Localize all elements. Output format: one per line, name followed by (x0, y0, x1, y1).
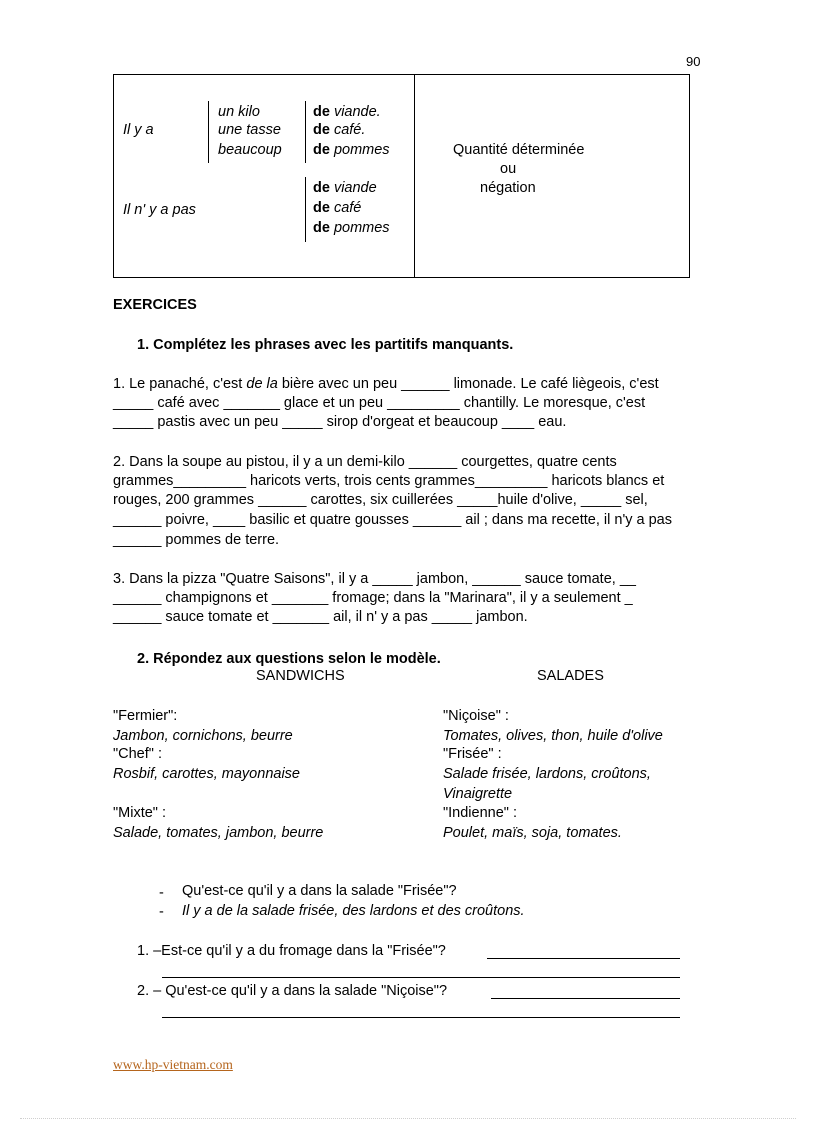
sandwich-desc: Jambon, cornichons, beurre (113, 728, 293, 744)
exercise1-line: ______ poivre, ____ basilic et quatre gousses ______ ail ; dans ma recette, il n'y a pas (113, 512, 672, 528)
explanation-line: négation (480, 180, 536, 196)
exercise1-line: 2. Dans la soupe au pistou, il y a un demi-kilo ______ courgettes, quatre cents (113, 454, 617, 470)
sandwich-name: "Chef" : (113, 746, 162, 762)
de-noun-row: de viande. (313, 104, 381, 120)
model-answer: Il y a de la salade frisée, des lardons et des croûtons. (182, 903, 525, 919)
quantity-item: un kilo (218, 104, 260, 120)
sandwich-desc: Rosbif, carottes, mayonnaise (113, 766, 300, 782)
grammar-table (113, 74, 690, 278)
model-question: Qu'est-ce qu'il y a dans la salade "Frisée"? (182, 883, 457, 899)
de-noun-row: de viande (313, 180, 377, 196)
il-y-a-label: Il y a (123, 122, 154, 138)
de-noun-row: de café. (313, 122, 366, 138)
salade-desc: Poulet, maïs, soja, tomates. (443, 825, 622, 841)
il-n-y-a-pas-label: Il n' y a pas (123, 202, 196, 218)
sandwich-name: "Mixte" : (113, 805, 166, 821)
column-heading-salades: SALADES (537, 668, 604, 684)
bracket-de-negative (305, 177, 306, 242)
answer-line (162, 1017, 680, 1018)
answer-line (491, 998, 680, 999)
salade-desc: Tomates, olives, thon, huile d'olive (443, 728, 663, 744)
salade-desc: Salade frisée, lardons, croûtons, (443, 766, 651, 782)
de-noun-row: de pommes (313, 220, 390, 236)
explanation-line: ou (500, 161, 517, 177)
answer-line (162, 977, 680, 978)
exercise2-title: 2. Répondez aux questions selon le modèle. (137, 651, 441, 667)
exercise1-line: _____ pastis avec un peu _____ sirop d'orgeat et beaucoup ____ eau. (113, 414, 567, 430)
salade-name: "Indienne" : (443, 805, 517, 821)
page-bottom-divider (20, 1118, 796, 1119)
exercise1-line: grammes_________ haricots verts, trois cents grammes_________ haricots blancs et (113, 473, 665, 489)
exercise1-line: 1. Le panaché, c'est de la bière avec un peu ______ limonade. Le café liègeois, c'est (113, 376, 659, 392)
sandwich-desc: Salade, tomates, jambon, beurre (113, 825, 324, 841)
page-number: 90 (686, 54, 701, 69)
sandwich-name: "Fermier": (113, 708, 178, 724)
exercise1-line: ______ sauce tomate et _______ ail, il n' y a pas _____ jambon. (113, 609, 528, 625)
exercise1-line: _____ café avec _______ glace et un peu _________ chantilly. Le moresque, c'est (113, 395, 646, 411)
explanation-line: Quantité déterminée (453, 142, 585, 158)
bullet-dash: - (159, 904, 164, 920)
bullet-dash: - (159, 885, 164, 901)
exercise1-line: ______ champignons et _______ fromage; dans la "Marinara", il y a seulement _ (113, 590, 633, 606)
answer-line (487, 958, 680, 959)
de-noun-row: de pommes (313, 142, 390, 158)
exercise1-line: rouges, 200 grammes ______ carottes, six cuillerées _____huile d'olive, _____ sel, (113, 492, 648, 508)
section-title: EXERCICES (113, 297, 197, 313)
salade-name: "Niçoise" : (443, 708, 509, 724)
quantity-item: une tasse (218, 122, 281, 138)
de-noun-row: de café (313, 200, 362, 216)
salade-desc: Vinaigrette (443, 786, 513, 802)
question-2: 2. – Qu'est-ce qu'il y a dans la salade "Niçoise"? (137, 983, 448, 999)
table-divider (414, 75, 415, 277)
footer-website-link[interactable]: www.hp-vietnam.com (113, 1057, 233, 1072)
exercise1-title: 1. Complétez les phrases avec les partitifs manquants. (137, 337, 514, 353)
bracket-de-positive (305, 101, 306, 163)
question-1: 1. –Est-ce qu'il y a du fromage dans la "Frisée"? (137, 943, 446, 959)
exercise1-line: ______ pommes de terre. (113, 532, 280, 548)
column-heading-sandwichs: SANDWICHS (256, 668, 345, 684)
salade-name: "Frisée" : (443, 746, 502, 762)
bracket-quantities (208, 101, 209, 163)
quantity-item: beaucoup (218, 142, 282, 158)
exercise1-line: 3. Dans la pizza "Quatre Saisons", il y a _____ jambon, ______ sauce tomate, __ (113, 571, 636, 587)
